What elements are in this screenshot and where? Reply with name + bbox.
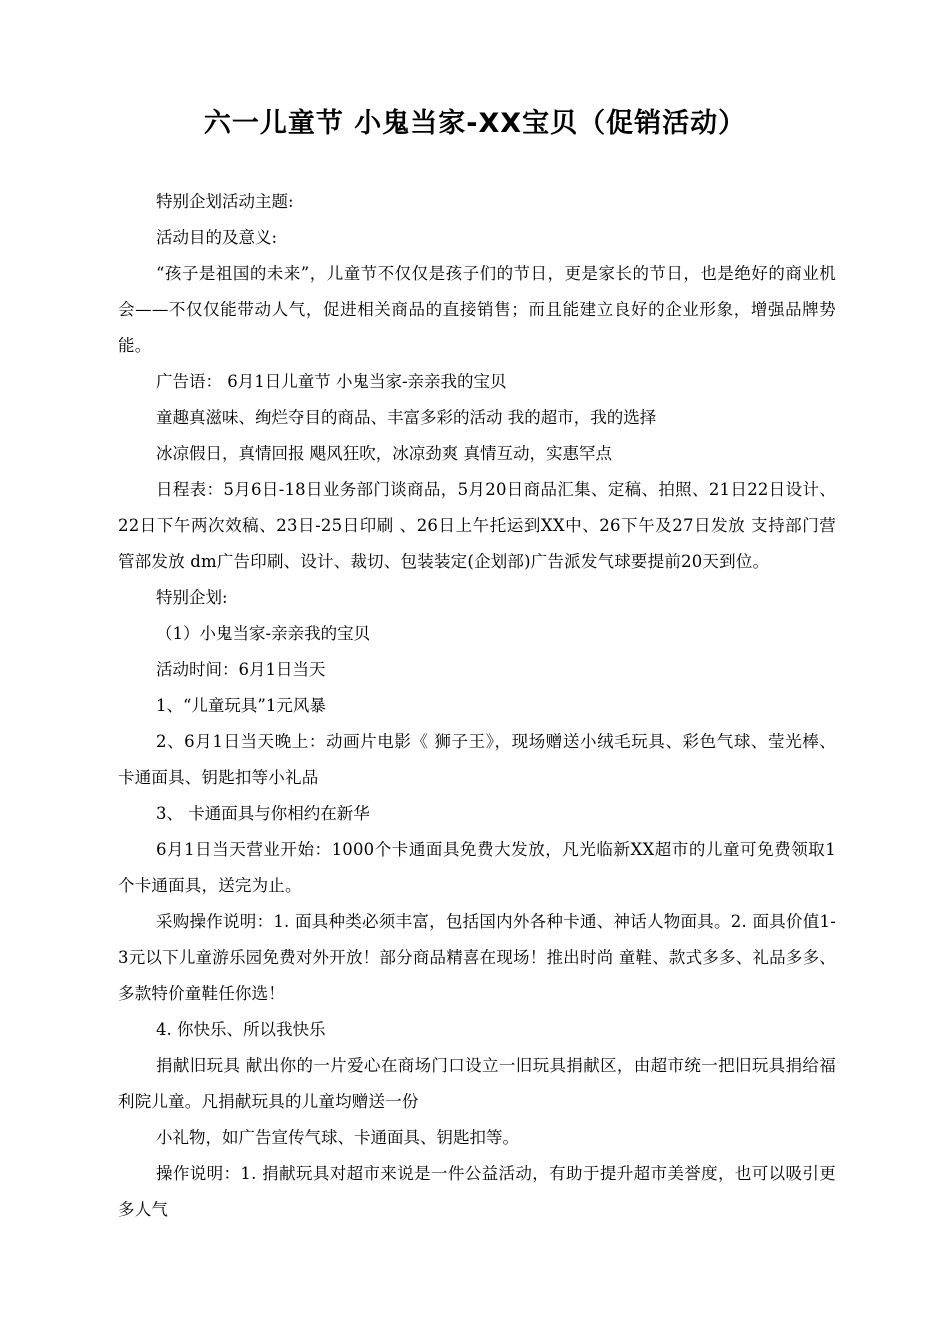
paragraph-schedule: 日程表：5月6日-18日业务部门谈商品，5月20日商品汇集、定稿、拍照、21日22日设计、22日下午两次效稿、23日-25日印刷 、26日上午托运到XX中、26下午及27日发放 支持部门营管部发放 dm广告印刷、设计、裁切、包装装定(企划部)广告派发气球要提前20天到位。 — [118, 480, 836, 571]
paragraph-activity-time: 活动时间：6月1日当天 — [156, 660, 326, 679]
document-title: 六一儿童节 小鬼当家-XX宝贝（促销活动） — [203, 108, 747, 139]
paragraph-plan-1-title: （1）小鬼当家-亲亲我的宝贝 — [156, 624, 371, 643]
paragraph-slogan-line-2: 童趣真滋味、绚烂夺目的商品、丰富多彩的活动 我的超市，我的选择 — [156, 408, 657, 427]
paragraph-item-1: 1、“儿童玩具”1元风暴 — [156, 696, 326, 715]
paragraph-slogan-line-3: 冰凉假日，真情回报 飓风狂吹，冰凉劲爽 真情互动，实惠罕点 — [156, 444, 612, 463]
paragraph-small-gifts: 小礼物，如广告宣传气球、卡通面具、钥匙扣等。 — [156, 1128, 519, 1147]
paragraph-theme: 特别企划活动主题: — [156, 192, 294, 211]
paragraph-toy-donation: 捐献旧玩具 献出你的一片爱心在商场门口设立一旧玩具捐献区，由超市统一把旧玩具捐给福利院儿童。凡捐献玩具的儿童均赠送一份 — [118, 1056, 836, 1111]
paragraph-slogan: 广告语： 6月1日儿童节 小鬼当家-亲亲我的宝贝 — [156, 372, 507, 391]
paragraph-masks-giveaway: 6月1日当天营业开始：1000个卡通面具免费大发放，凡光临新XX超市的儿童可免费领取1个卡通面具，送完为止。 — [118, 840, 836, 895]
paragraph-special-plan-heading: 特别企划: — [156, 588, 228, 607]
paragraph-item-3: 3、 卡通面具与你相约在新华 — [156, 804, 370, 823]
paragraph-item-4: 4. 你快乐、所以我快乐 — [156, 1020, 326, 1039]
paragraph-item-2: 2、6月1日当天晚上：动画片电影《 狮子王》，现场赠送小绒毛玩具、彩色气球、莹光棒、卡通面具、钥匙扣等小礼品 — [118, 732, 836, 787]
paragraph-purpose-heading: 活动目的及意义: — [156, 228, 278, 247]
paragraph-operation-notes: 操作说明：1. 捐献玩具对超市来说是一件公益活动，有助于提升超市美誉度，也可以吸引更多人气 — [118, 1164, 836, 1219]
document-body — [118, 184, 836, 1228]
paragraph-purpose: “孩子是祖国的未来”，儿童节不仅仅是孩子们的节日，更是家长的节日，也是绝好的商业机会——不仅仅能带动人气，促进相关商品的直接销售；而且能建立良好的企业形象，增强品牌势能。 — [118, 264, 836, 355]
paragraph-purchase-notes: 采购操作说明：1. 面具种类必须丰富，包括国内外各种卡通、神话人物面具。2. 面具价值1-3元以下儿童游乐园免费对外开放！部分商品精喜在现场！推出时尚 童鞋、款式多多、礼品多多、多款特价童鞋任你选！ — [118, 912, 836, 1003]
